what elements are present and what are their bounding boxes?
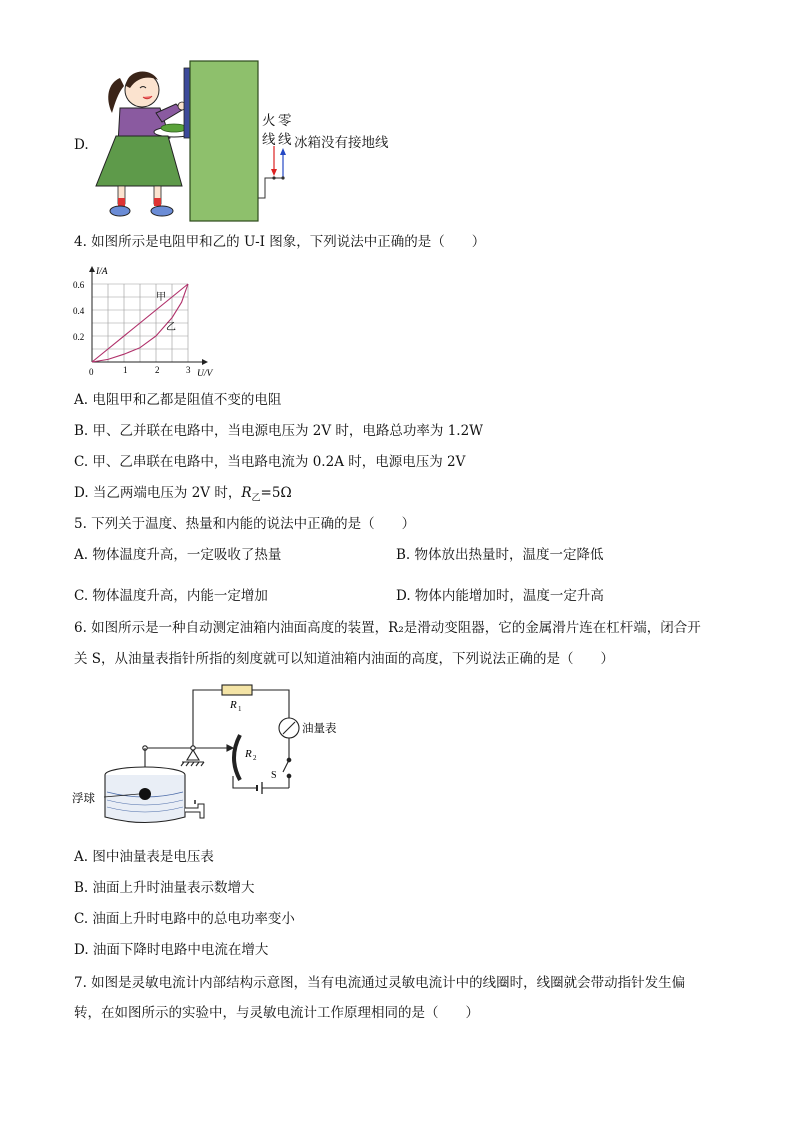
q6-option-c: C. 油面上升时电路中的总电功率变小 [74, 911, 295, 927]
r1-resistor [222, 685, 252, 695]
switch-label: S [271, 770, 277, 781]
q6-stem-line1: 6. 如图所示是一种自动测定油箱内油面高度的装置，R₂是滑动变阻器，它的金属滑片连在杠杆端，闭合开 [74, 620, 701, 636]
series-yi-label: 乙 [166, 322, 176, 333]
q3-option-d-label: D. [74, 137, 89, 153]
q4-option-c: C. 甲、乙串联在电路中，当电路电流为 0.2A 时，电源电压为 2V [74, 454, 466, 470]
q6-option-b: B. 油面上升时油量表示数增大 [74, 880, 255, 896]
fridge-wiring [258, 146, 286, 198]
y-axis-label: I/A [96, 267, 108, 277]
r2-label: R [245, 748, 252, 760]
oil-tank [105, 767, 204, 823]
y-tick-0.4: 0.4 [73, 306, 85, 316]
x-tick-3: 3 [186, 365, 191, 375]
x-tick-0: 0 [89, 367, 94, 377]
q6-option-d: D. 油面下降时电路中电流在增大 [74, 942, 269, 958]
q4-option-d-sub: 乙 [251, 493, 261, 504]
q5-option-b: B. 物体放出热量时，温度一定降低 [396, 547, 604, 563]
x-axis-arrow [202, 359, 208, 365]
q4-option-d-r: R [241, 485, 252, 501]
float-label: 浮球 [72, 793, 95, 805]
q6-circuit-figure [70, 680, 360, 830]
live-line-label: 火 [262, 113, 276, 129]
q4-option-a: A. 电阻甲和乙都是阻值不变的电阻 [74, 392, 282, 408]
q6-stem-line2: 关 S，从油量表指针所指的刻度就可以知道油箱内油面的高度，下列说法正确的是（ ） [74, 651, 615, 667]
girl-illustration [96, 71, 194, 216]
neutral-line-label: 零 [278, 113, 292, 129]
x-tick-2: 2 [155, 365, 160, 375]
q5-option-c: C. 物体温度升高，内能一定增加 [74, 588, 268, 604]
float-ball [139, 788, 151, 800]
q5-option-a: A. 物体温度升高，一定吸收了热量 [74, 547, 282, 563]
r1-label: R [230, 699, 237, 711]
series-jia-label: 甲 [156, 292, 166, 303]
r2-sub: 2 [253, 754, 257, 762]
q4-option-b: B. 甲、乙并联在电路中，当电源电压为 2V 时，电路总功率为 1.2W [74, 423, 484, 439]
q6-option-a: A. 图中油量表是电压表 [74, 849, 214, 865]
x-axis-label: U/V [197, 369, 213, 379]
q4-stem: 4. 如图所示是电阻甲和乙的 U-I 图象，下列说法中正确的是（ ） [74, 234, 486, 250]
q4-option-d [74, 484, 292, 508]
x-tick-1: 1 [123, 365, 128, 375]
q5-stem: 5. 下列关于温度、热量和内能的说法中正确的是（ ） [74, 516, 416, 532]
q4-option-d-prefix: D. 当乙两端电压为 2V 时， [74, 485, 242, 501]
line-label-1: 线 [262, 132, 276, 148]
q5-option-d: D. 物体内能增加时，温度一定升高 [396, 588, 604, 604]
q4-option-d-suffix: =5Ω [260, 485, 292, 501]
line-label-2: 线 [278, 132, 292, 148]
q4-ui-chart [70, 262, 220, 380]
r2-rheostat [234, 735, 240, 780]
y-axis-arrow [89, 266, 95, 272]
q7-stem-line2: 转，在如图所示的实验中，与灵敏电流计工作原理相同的是（ ） [74, 1005, 479, 1021]
y-tick-0.6: 0.6 [73, 280, 85, 290]
r1-sub: 1 [238, 705, 242, 713]
fridge-caption: 冰箱没有接地线 [294, 135, 389, 151]
y-tick-0.2: 0.2 [73, 332, 85, 342]
meter-label: 油量表 [302, 723, 337, 735]
q7-stem-line1: 7. 如图是灵敏电流计内部结构示意图，当有电流通过灵敏电流计中的线圈时，线圈就会带动指针发生偏 [74, 975, 686, 991]
refrigerator [184, 61, 258, 221]
